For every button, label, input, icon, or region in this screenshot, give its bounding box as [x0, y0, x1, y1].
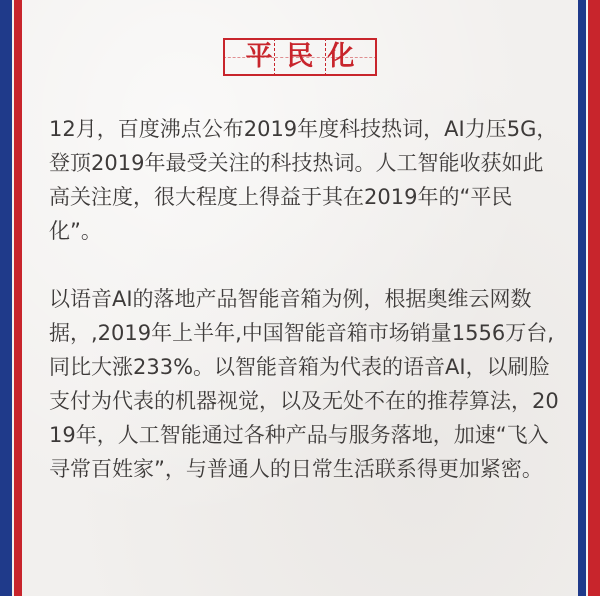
left-decorative-stripe: [0, 0, 22, 596]
paragraph-2: 以语音AI的落地产品智能音箱为例，根据奥维云网数据，,2019年上半年,中国智能音箱市场销量1556万台,同比大涨233%。以智能音箱为代表的语音AI，以刷脸支付为代表的机器视觉，以及无处不在的推荐算法，2019年，人工智能通过各种产品与服务落地，加速“飞入寻常百姓家”，与普通人的日常生活联系得更加紧密。: [49, 287, 559, 481]
title-box: [223, 38, 377, 76]
right-decorative-stripe: [578, 0, 600, 596]
paragraph-1: 12月，百度沸点公布2019年度科技热词，AI力压5G，登顶2019年最受关注的科技热词。人工智能收获如此高关注度，很大程度上得益于其在2019年的“平民化”。: [49, 117, 558, 243]
page-title: 平民化: [245, 41, 369, 72]
article-body: [49, 112, 559, 520]
